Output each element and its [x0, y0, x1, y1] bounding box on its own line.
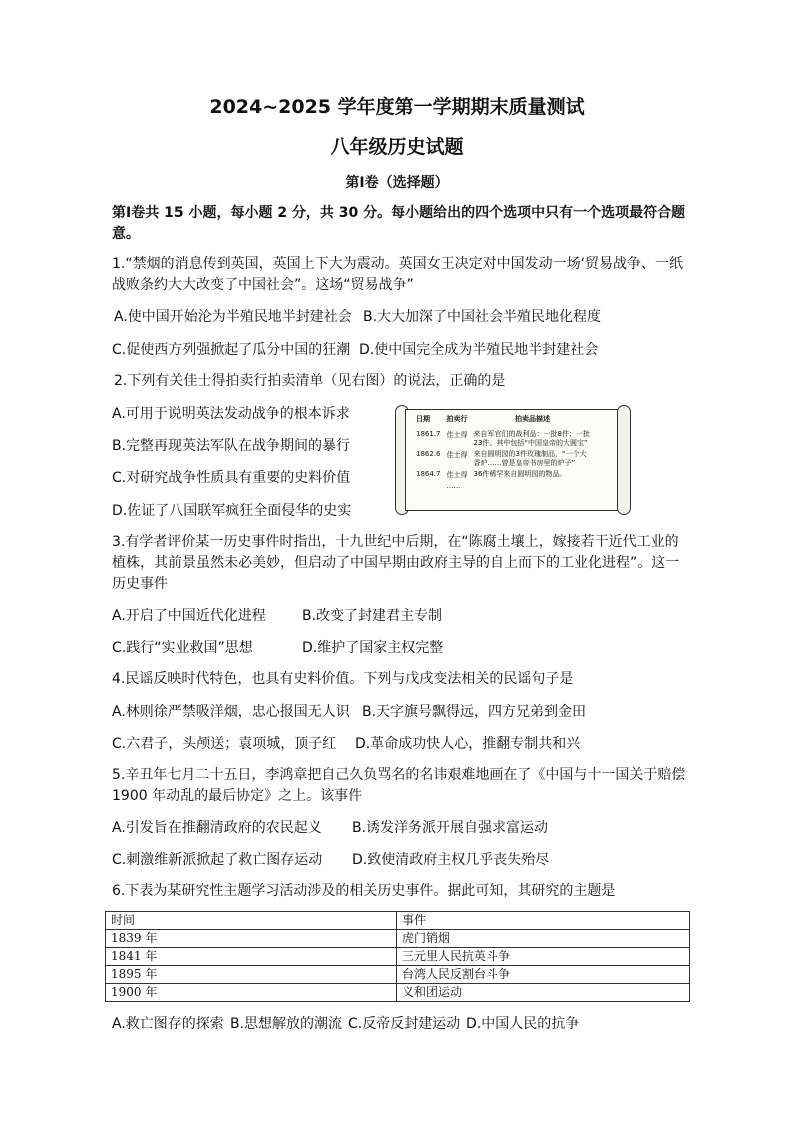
events-time: 1841 年 [106, 948, 397, 966]
events-time: 1900 年 [106, 984, 397, 1002]
events-event: 虎门销烟 [397, 930, 690, 948]
events-time: 1895 年 [106, 966, 397, 984]
auction-desc: 来自圆明园的3件玫瑰制品，“一个大香炉……曾是皇帝书房里的炉子” [473, 450, 587, 467]
question-2-option-a[interactable]: A.可用于说明英法发动战争的根本诉求 [112, 406, 350, 422]
auction-house: 佳士得 [446, 451, 468, 459]
question-1-option-b[interactable]: B.大大加深了中国社会半殖民地化程度 [363, 309, 602, 325]
question-6-option-a[interactable]: A.救亡图存的探索 [112, 1016, 224, 1032]
auction-header-desc: 拍卖品描述 [515, 415, 550, 423]
auction-date: 1864.7 [416, 470, 441, 478]
auction-ellipsis: …… [446, 482, 461, 490]
question-3-stem: 3.有学者评价某一历史事件时指出，十九世纪中后期，在“陈腐土壤上，嫁接若干近代工业的植株，其前景虽然未必美妙，但启动了中国早期由政府主导的自上而下的工业化进程”。这一历史事件 [112, 534, 680, 592]
question-5-option-d[interactable]: D.致使清政府主权几乎丧失殆尽 [352, 852, 550, 868]
question-2-option-c[interactable]: C.对研究战争性质具有重要的史料价值 [112, 470, 351, 486]
question-6-option-c[interactable]: C.反帝反封建运动 [348, 1016, 461, 1032]
question-5-option-c[interactable]: C.刺激维新派掀起了救亡图存运动 [112, 852, 323, 868]
events-table-header [106, 912, 690, 930]
table-row [106, 948, 690, 966]
question-2-option-b[interactable]: B.完整再现英法军队在战争期间的暴行 [112, 438, 351, 454]
auction-row [413, 429, 595, 449]
question-1-stem: 1.“禁烟的消息传到英国，英国上下大为震动。英国女王决定对中国发动一场‘贸易战争、一纸战败条约大大改变了中国社会”。这场“贸易战争” [112, 256, 684, 293]
question-4-option-b[interactable]: B.天字旗号飘得远，四方兄弟到金田 [362, 704, 587, 720]
question-1-option-d[interactable]: D.使中国完全成为半殖民地半封建社会 [359, 342, 599, 358]
question-4-stem: 4.民谣反映时代特色，也具有史料价值。下列与戊戌变法相关的民谣句子是 [112, 671, 574, 687]
events-table [105, 911, 690, 1002]
question-1-option-c[interactable]: C.促使西方列强掀起了瓜分中国的狂潮 [112, 342, 351, 358]
table-row [106, 984, 690, 1002]
auction-row [413, 469, 595, 481]
question-4-option-a[interactable]: A.林则徐严禁吸洋烟，忠心报国无人识 [112, 704, 350, 720]
question-1-option-a[interactable]: A.使中国开始沦为半殖民地半封建社会 [114, 309, 352, 325]
question-4-option-d[interactable]: D.革命成功快人心，推翻专制共和兴 [355, 736, 581, 752]
events-event: 台湾人民反割台斗争 [397, 966, 690, 984]
question-3-option-a[interactable]: A.开启了中国近代化进程 [112, 608, 266, 624]
auction-desc: 来自军官们的战利品：一批8件；一批23件。其中包括“中国皇帝的大圆宝” [473, 430, 590, 447]
auction-header-house: 拍卖行 [446, 415, 468, 423]
auction-header-date: 日期 [416, 415, 430, 423]
section-instructions: 第Ⅰ卷共 15 小题，每小题 2 分，共 30 分。每小题给出的四个选项中只有一个选项最符合题意。 [112, 205, 686, 242]
exam-subtitle: 八年级历史试题 [330, 136, 464, 158]
question-3-option-c[interactable]: C.践行“实业救国”思想 [112, 640, 253, 656]
auction-house: 佳士得 [446, 471, 468, 479]
question-6-option-b[interactable]: B.思想解放的潮流 [230, 1016, 343, 1032]
auction-date: 1861.7 [416, 430, 441, 438]
question-6-stem: 6.下表为某研究性主题学习活动涉及的相关历史事件。据此可知，其研究的主题是 [112, 883, 616, 899]
question-5-stem: 5.辛丑年七月二十五日，李鸿章把自己久负骂名的名讳艰难地画在了《中国与十一国关于赔偿 1900 年动乱的最后协定》之上。该事件 [112, 767, 686, 804]
question-2-option-d[interactable]: D.佐证了八国联军疯狂全面侵华的史实 [112, 503, 352, 519]
events-event: 三元里人民抗英斗争 [397, 948, 690, 966]
question-2-stem: 2.下列有关佳士得拍卖行拍卖清单（见右图）的说法，正确的是 [114, 373, 506, 389]
events-event: 义和团运动 [397, 984, 690, 1002]
auction-row [413, 449, 595, 469]
events-header-event: 事件 [397, 912, 690, 930]
question-6-option-d[interactable]: D.中国人民的抗争 [466, 1016, 580, 1032]
table-row [106, 930, 690, 948]
events-time: 1839 年 [106, 930, 397, 948]
auction-house: 佳士得 [446, 431, 468, 439]
table-row [106, 966, 690, 984]
section-heading: 第Ⅰ卷（选择题） [345, 175, 449, 191]
auction-desc: 36件稀罕来自圆明园的物品。 [473, 470, 567, 478]
auction-list-scroll-figure [393, 403, 633, 515]
auction-date: 1862.6 [416, 450, 441, 458]
events-header-time: 时间 [106, 912, 397, 930]
question-5-option-b[interactable]: B.诱发洋务派开展自强求富运动 [352, 820, 549, 836]
scroll-roll-right [617, 405, 631, 515]
question-5-option-a[interactable]: A.引发旨在推翻清政府的农民起义 [112, 820, 322, 836]
question-3-option-b[interactable]: B.改变了封建君主专制 [302, 608, 443, 624]
exam-title: 2024~2025 学年度第一学期期末质量测试 [209, 96, 585, 118]
question-3-option-d[interactable]: D.维护了国家主权完整 [302, 640, 444, 656]
question-4-option-c[interactable]: C.六君子，头颅送；袁项城，顶子红 [112, 736, 337, 752]
auction-list-table [413, 413, 595, 491]
